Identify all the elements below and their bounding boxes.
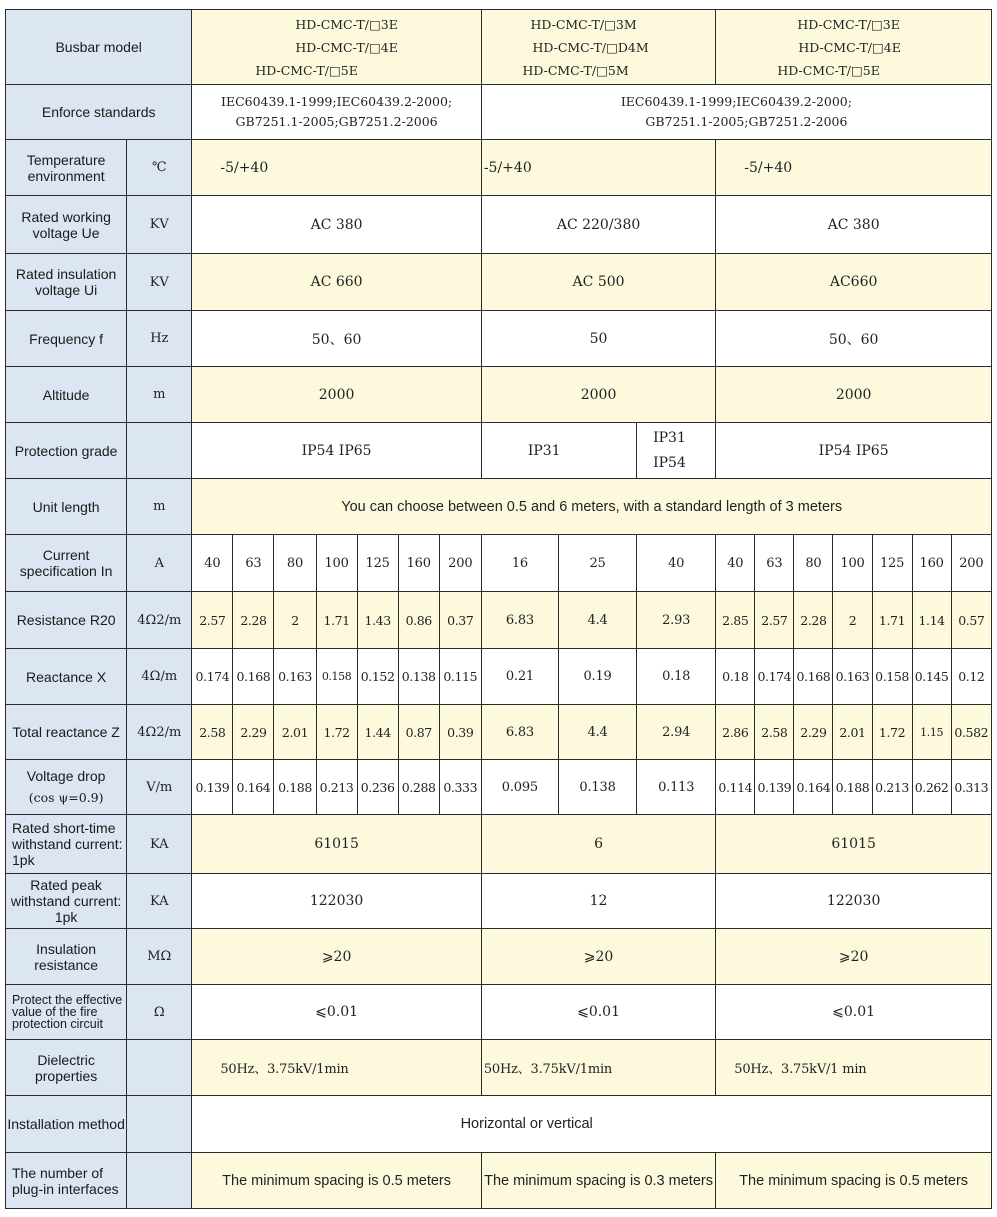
row-frequency xyxy=(6,311,992,367)
model-2-1: HD-CMC-T/□3M xyxy=(530,16,637,32)
row-unit-length xyxy=(6,479,992,535)
row-short-time-current xyxy=(6,815,992,874)
working-voltage-group-3: AC 380 xyxy=(716,196,992,254)
unit-dielectric xyxy=(127,1040,192,1096)
standards-group-1 xyxy=(192,85,481,140)
voltage-drop-cell: 0.213 xyxy=(872,760,912,815)
current-spec-cell: 100 xyxy=(316,535,357,592)
label-protection-grade: Protection grade xyxy=(6,423,127,479)
altitude-group-2: 2000 xyxy=(481,367,715,423)
protection-group-2a: IP31 xyxy=(481,423,636,479)
row-protection-grade xyxy=(6,423,992,479)
model-1-1: HD-CMC-T/□3E xyxy=(295,16,398,32)
reactance-cell: 0.152 xyxy=(357,649,398,705)
resistance-cell: 1.71 xyxy=(872,592,912,649)
altitude-group-3: 2000 xyxy=(716,367,992,423)
voltage-drop-cell: 0.288 xyxy=(398,760,439,815)
plugin-interfaces-group-3: The minimum spacing is 0.5 meters xyxy=(716,1153,992,1209)
label-voltage-drop xyxy=(6,760,127,815)
dielectric-group-3: 50Hz、3.75kV/1 min xyxy=(716,1040,992,1096)
current-spec-cell: 200 xyxy=(439,535,481,592)
unit-peak-current: KA xyxy=(127,874,192,929)
resistance-cell: 4.4 xyxy=(558,592,636,649)
fire-protection-group-1: ⩽0.01 xyxy=(192,985,481,1040)
reactance-cell: 0.19 xyxy=(558,649,636,705)
insulation-resistance-group-1: ⩾20 xyxy=(192,929,481,985)
row-resistance xyxy=(6,592,992,649)
row-reactance xyxy=(6,649,992,705)
short-time-current-group-3: 61015 xyxy=(716,815,992,874)
working-voltage-group-1: AC 380 xyxy=(192,196,481,254)
unit-reactance: 4Ω/m xyxy=(127,649,192,705)
reactance-cell: 0.163 xyxy=(274,649,316,705)
peak-current-group-1: 122030 xyxy=(192,874,481,929)
protection-group-1: IP54 IP65 xyxy=(192,423,481,479)
protection-group-3: IP54 IP65 xyxy=(716,423,992,479)
label-installation: Installation method xyxy=(6,1096,127,1153)
reactance-cell: 0.158 xyxy=(316,649,357,705)
working-voltage-group-2: AC 220/380 xyxy=(481,196,715,254)
total-reactance-cell: 4.4 xyxy=(558,705,636,760)
reactance-cell: 0.18 xyxy=(716,649,755,705)
unit-short-time-current: KA xyxy=(127,815,192,874)
busbar-model-group-2 xyxy=(481,10,715,85)
resistance-cell: 2.93 xyxy=(637,592,716,649)
reactance-cell: 0.145 xyxy=(912,649,951,705)
label-enforce-standards: Enforce standards xyxy=(6,85,192,140)
voltage-drop-cell: 0.236 xyxy=(357,760,398,815)
resistance-cell: 2.57 xyxy=(755,592,794,649)
label-peak-current: Rated peak withstand current: 1pk xyxy=(6,874,127,929)
row-voltage-drop xyxy=(6,760,992,815)
row-current-spec xyxy=(6,535,992,592)
unit-altitude: m xyxy=(127,367,192,423)
reactance-cell: 0.138 xyxy=(398,649,439,705)
label-short-time-current: Rated short-time withstand current: 1pk xyxy=(6,815,127,874)
fire-protection-group-2: ⩽0.01 xyxy=(481,985,715,1040)
unit-frequency: Hz xyxy=(127,311,192,367)
insulation-resistance-group-3: ⩾20 xyxy=(716,929,992,985)
label-rated-working-voltage: Rated working voltage Ue xyxy=(6,196,127,254)
installation-value: Horizontal or vertical xyxy=(192,1096,992,1153)
reactance-cell: 0.168 xyxy=(233,649,274,705)
temperature-group-3: -5/+40 xyxy=(716,140,992,196)
total-reactance-cell: 0.582 xyxy=(951,705,991,760)
voltage-drop-cell: 0.262 xyxy=(912,760,951,815)
label-total-reactance: Total reactance Z xyxy=(6,705,127,760)
model-2-3: HD-CMC-T/□5M xyxy=(522,62,629,78)
row-altitude xyxy=(6,367,992,423)
dielectric-group-2: 50Hz、3.75kV/1min xyxy=(481,1040,715,1096)
reactance-cell: 0.163 xyxy=(833,649,872,705)
busbar-model-group-3 xyxy=(716,10,992,85)
unit-current-spec: A xyxy=(127,535,192,592)
total-reactance-cell: 2.58 xyxy=(192,705,233,760)
voltage-drop-cell: 0.188 xyxy=(833,760,872,815)
unit-rated-insulation-voltage: KV xyxy=(127,254,192,311)
temperature-group-2: -5/+40 xyxy=(481,140,715,196)
row-enforce-standards xyxy=(6,85,992,140)
voltage-drop-cell: 0.113 xyxy=(637,760,716,815)
label-resistance: Resistance R20 xyxy=(6,592,127,649)
peak-current-group-2: 12 xyxy=(481,874,715,929)
unit-length-value: You can choose between 0.5 and 6 meters, with a standard length of 3 meters xyxy=(192,479,992,535)
current-spec-cell: 63 xyxy=(233,535,274,592)
resistance-cell: 1.14 xyxy=(912,592,951,649)
row-rated-insulation-voltage xyxy=(6,254,992,311)
frequency-group-3: 50、60 xyxy=(716,311,992,367)
current-spec-cell: 16 xyxy=(481,535,558,592)
resistance-cell: 2.28 xyxy=(794,592,833,649)
frequency-group-1: 50、60 xyxy=(192,311,481,367)
total-reactance-cell: 0.39 xyxy=(439,705,481,760)
row-busbar-model xyxy=(6,10,992,85)
busbar-model-group-1 xyxy=(192,10,481,85)
unit-protection-grade xyxy=(127,423,192,479)
label-plugin-interfaces: The number of plug-in interfaces xyxy=(6,1153,127,1209)
voltage-drop-cell: 0.138 xyxy=(558,760,636,815)
resistance-cell: 2 xyxy=(274,592,316,649)
row-plugin-interfaces xyxy=(6,1153,992,1209)
unit-plugin-interfaces xyxy=(127,1153,192,1209)
current-spec-cell: 100 xyxy=(833,535,872,592)
standards-23-line-1: IEC60439.1-1999;IEC60439.2-2000; xyxy=(620,94,852,109)
altitude-group-1: 2000 xyxy=(192,367,481,423)
protection-2b-line-2: IP54 xyxy=(653,454,686,471)
reactance-cell: 0.174 xyxy=(755,649,794,705)
total-reactance-cell: 6.83 xyxy=(481,705,558,760)
unit-temperature: ℃ xyxy=(127,140,192,196)
current-spec-cell: 40 xyxy=(637,535,716,592)
current-spec-cell: 125 xyxy=(357,535,398,592)
voltage-drop-cell: 0.213 xyxy=(316,760,357,815)
voltage-drop-title: Voltage drop xyxy=(26,768,106,784)
current-spec-cell: 25 xyxy=(558,535,636,592)
model-1-3: HD-CMC-T/□5E xyxy=(255,62,358,78)
model-3-1: HD-CMC-T/□3E xyxy=(797,16,900,32)
reactance-cell: 0.21 xyxy=(481,649,558,705)
voltage-drop-cell: 0.164 xyxy=(233,760,274,815)
voltage-drop-cell: 0.114 xyxy=(716,760,755,815)
unit-voltage-drop: V/m xyxy=(127,760,192,815)
current-spec-cell: 40 xyxy=(716,535,755,592)
current-spec-cell: 125 xyxy=(872,535,912,592)
insulation-voltage-group-1: AC 660 xyxy=(192,254,481,311)
row-dielectric xyxy=(6,1040,992,1096)
current-spec-cell: 160 xyxy=(398,535,439,592)
total-reactance-cell: 2.01 xyxy=(274,705,316,760)
total-reactance-cell: 2.29 xyxy=(794,705,833,760)
unit-fire-protection: Ω xyxy=(127,985,192,1040)
voltage-drop-cell: 0.139 xyxy=(192,760,233,815)
unit-total-reactance: 4Ω2/m xyxy=(127,705,192,760)
resistance-cell: 2.57 xyxy=(192,592,233,649)
standards-group-23 xyxy=(481,85,991,140)
reactance-cell: 0.12 xyxy=(951,649,991,705)
unit-insulation-resistance: MΩ xyxy=(127,929,192,985)
resistance-cell: 0.57 xyxy=(951,592,991,649)
plugin-interfaces-group-1: The minimum spacing is 0.5 meters xyxy=(192,1153,481,1209)
label-dielectric: Dielectric properties xyxy=(6,1040,127,1096)
current-spec-cell: 40 xyxy=(192,535,233,592)
protection-group-2b xyxy=(637,423,716,479)
unit-resistance: 4Ω2/m xyxy=(127,592,192,649)
row-fire-protection xyxy=(6,985,992,1040)
label-reactance: Reactance X xyxy=(6,649,127,705)
current-spec-cell: 160 xyxy=(912,535,951,592)
row-peak-current xyxy=(6,874,992,929)
voltage-drop-cell: 0.313 xyxy=(951,760,991,815)
row-total-reactance xyxy=(6,705,992,760)
short-time-current-group-2: 6 xyxy=(481,815,715,874)
model-2-2: HD-CMC-T/□D4M xyxy=(532,39,649,55)
row-insulation-resistance xyxy=(6,929,992,985)
resistance-cell: 0.37 xyxy=(439,592,481,649)
model-3-3: HD-CMC-T/□5E xyxy=(777,62,880,78)
model-1-2: HD-CMC-T/□4E xyxy=(295,39,398,55)
unit-unit-length: m xyxy=(127,479,192,535)
peak-current-group-3: 122030 xyxy=(716,874,992,929)
total-reactance-cell: 1.72 xyxy=(872,705,912,760)
frequency-group-2: 50 xyxy=(481,311,715,367)
label-rated-insulation-voltage: Rated insulation voltage Ui xyxy=(6,254,127,311)
standards-1-line-2: GB7251.1-2005;GB7251.2-2006 xyxy=(235,114,438,129)
label-altitude: Altitude xyxy=(6,367,127,423)
resistance-cell: 2 xyxy=(833,592,872,649)
current-spec-cell: 63 xyxy=(755,535,794,592)
label-fire-protection: Protect the effective value of the fire protection circuit xyxy=(6,985,127,1040)
busbar-spec-table xyxy=(5,9,992,1209)
current-spec-cell: 80 xyxy=(274,535,316,592)
standards-23-line-2: GB7251.1-2005;GB7251.2-2006 xyxy=(645,114,848,129)
total-reactance-cell: 2.29 xyxy=(233,705,274,760)
resistance-cell: 1.43 xyxy=(357,592,398,649)
total-reactance-cell: 1.15 xyxy=(912,705,951,760)
dielectric-group-1: 50Hz、3.75kV/1min xyxy=(192,1040,481,1096)
label-current-spec: Current specification In xyxy=(6,535,127,592)
unit-rated-working-voltage: KV xyxy=(127,196,192,254)
resistance-cell: 6.83 xyxy=(481,592,558,649)
protection-2b-line-1: IP31 xyxy=(653,429,686,446)
current-spec-cell: 200 xyxy=(951,535,991,592)
resistance-cell: 1.71 xyxy=(316,592,357,649)
row-installation xyxy=(6,1096,992,1153)
current-spec-cell: 80 xyxy=(794,535,833,592)
insulation-voltage-group-3: AC660 xyxy=(716,254,992,311)
row-temperature xyxy=(6,140,992,196)
voltage-drop-cell: 0.188 xyxy=(274,760,316,815)
reactance-cell: 0.115 xyxy=(439,649,481,705)
label-insulation-resistance: Insulation resistance xyxy=(6,929,127,985)
total-reactance-cell: 0.87 xyxy=(398,705,439,760)
total-reactance-cell: 1.44 xyxy=(357,705,398,760)
resistance-cell: 2.28 xyxy=(233,592,274,649)
resistance-cell: 0.86 xyxy=(398,592,439,649)
label-temperature: Temperature environment xyxy=(6,140,127,196)
label-frequency: Frequency f xyxy=(6,311,127,367)
voltage-drop-cell: 0.139 xyxy=(755,760,794,815)
total-reactance-cell: 2.58 xyxy=(755,705,794,760)
voltage-drop-cell: 0.164 xyxy=(794,760,833,815)
fire-protection-group-3: ⩽0.01 xyxy=(716,985,992,1040)
short-time-current-group-1: 61015 xyxy=(192,815,481,874)
insulation-resistance-group-2: ⩾20 xyxy=(481,929,715,985)
insulation-voltage-group-2: AC 500 xyxy=(481,254,715,311)
standards-1-line-1: IEC60439.1-1999;IEC60439.2-2000; xyxy=(221,94,453,109)
temperature-group-1: -5/+40 xyxy=(192,140,481,196)
voltage-drop-subtitle: (cos ψ=0.9) xyxy=(28,790,104,805)
reactance-cell: 0.174 xyxy=(192,649,233,705)
label-busbar-model: Busbar model xyxy=(6,10,192,85)
reactance-cell: 0.18 xyxy=(637,649,716,705)
row-rated-working-voltage xyxy=(6,196,992,254)
unit-installation xyxy=(127,1096,192,1153)
model-3-2: HD-CMC-T/□4E xyxy=(798,39,901,55)
label-unit-length: Unit length xyxy=(6,479,127,535)
total-reactance-cell: 2.01 xyxy=(833,705,872,760)
plugin-interfaces-group-2: The minimum spacing is 0.3 meters xyxy=(481,1153,715,1209)
total-reactance-cell: 2.94 xyxy=(637,705,716,760)
total-reactance-cell: 2.86 xyxy=(716,705,755,760)
voltage-drop-cell: 0.095 xyxy=(481,760,558,815)
voltage-drop-cell: 0.333 xyxy=(439,760,481,815)
reactance-cell: 0.168 xyxy=(794,649,833,705)
resistance-cell: 2.85 xyxy=(716,592,755,649)
reactance-cell: 0.158 xyxy=(872,649,912,705)
total-reactance-cell: 1.72 xyxy=(316,705,357,760)
